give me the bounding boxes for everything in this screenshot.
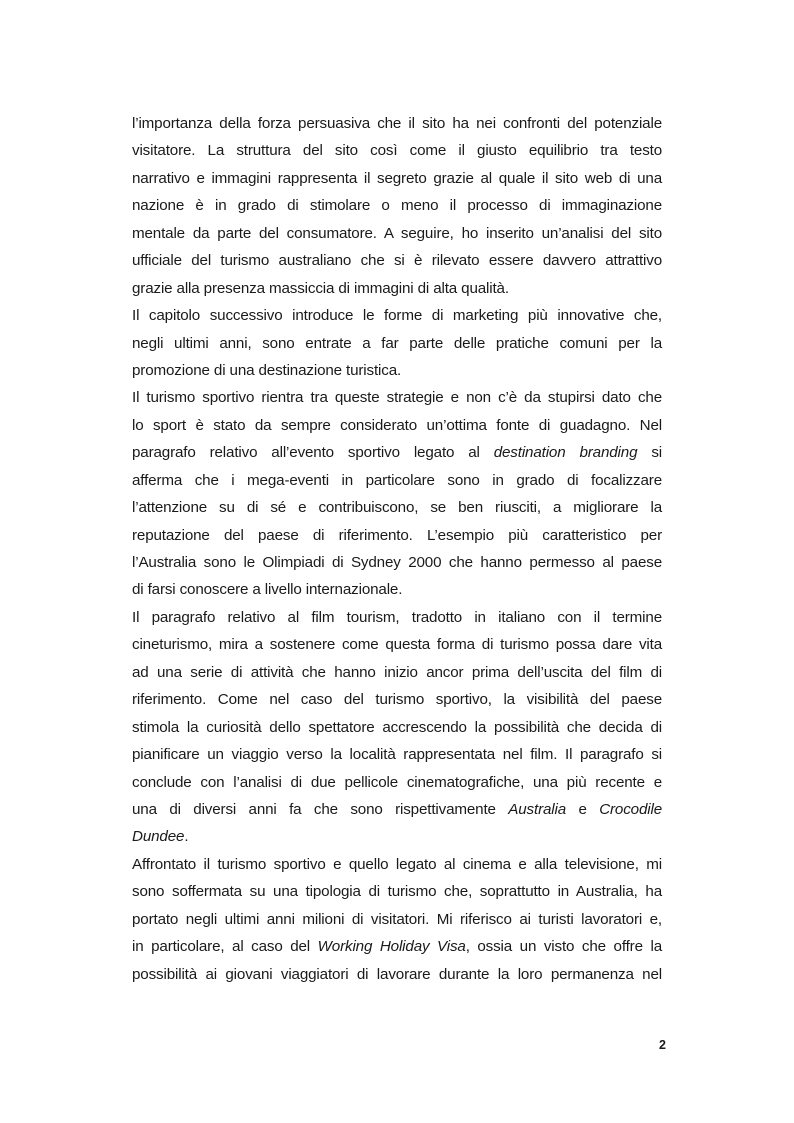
italic-title: Crocodile	[599, 800, 663, 818]
text-run: si	[637, 444, 662, 462]
paragraph-2	[132, 302, 662, 384]
text-line: nazione è in grado di stimolare o meno il processo di immaginazione	[132, 197, 662, 215]
text-line	[132, 796, 662, 823]
italic-term: destination branding	[493, 444, 638, 462]
text-line: sono soffermata su una tipologia di turismo che, soprattutto in Australia, ha	[132, 883, 662, 901]
text-line: riferimento. Come nel caso del turismo sportivo, la visibilità del paese	[132, 691, 662, 709]
text-line: Il turismo sportivo rientra tra queste strategie e non c’è da stupirsi dato che	[132, 389, 662, 407]
text-line: l’Australia sono le Olimpiadi di Sydney 2000 che hanno permesso al paese	[132, 554, 662, 571]
text-line: negli ultimi anni, sono entrate a far parte delle pratiche comuni per la	[132, 334, 662, 352]
text-line: di farsi conoscere a livello internazionale.	[132, 581, 403, 599]
text-line: conclude con l’analisi di due pellicole cinematografiche, una più recente e	[132, 773, 662, 791]
text-line: Il capitolo successivo introduce le forme di marketing più innovative che,	[132, 307, 662, 325]
text-line: narrativo e immagini rappresenta il segreto grazie al quale il sito web di una	[132, 169, 662, 187]
text-line	[132, 823, 662, 850]
text-line: afferma che i mega-eventi in particolare sono in grado di focalizzare	[132, 471, 662, 489]
text-line: portato negli ultimi anni milioni di visitatori. Mi riferisco ai turisti lavoratori e,	[132, 910, 662, 928]
page-body	[132, 110, 662, 988]
text-line: ad una serie di attività che hanno inizio ancor prima dell’uscita del film di	[132, 663, 662, 681]
page-number: 2	[659, 1038, 666, 1052]
text-line: reputazione del paese di riferimento. L’esempio più caratteristico per	[132, 526, 662, 544]
text-run: , ossia un visto che offre la	[465, 938, 662, 956]
text-line: promozione di una destinazione turistica.	[132, 361, 402, 379]
text-line	[132, 439, 662, 466]
text-line: cineturismo, mira a sostenere come questa forma di turismo possa dare vita	[132, 636, 662, 654]
paragraph-5	[132, 851, 662, 988]
text-line	[132, 933, 662, 960]
text-line: l’importanza della forza persuasiva che il sito ha nei confronti del potenziale	[132, 115, 662, 132]
text-line: mentale da parte del consumatore. A seguire, ho inserito un’analisi del sito	[132, 224, 662, 242]
text-line: pianificare un viaggio verso la località rappresentata nel film. Il paragrafo si	[132, 746, 662, 764]
paragraph-3	[132, 384, 662, 604]
text-run: una di diversi anni fa che sono rispettivamente	[132, 800, 509, 818]
text-run: .	[184, 828, 189, 846]
text-line: stimola la curiosità dello spettatore accrescendo la possibilità che decida di	[132, 718, 662, 736]
text-run: in particolare, al caso del	[132, 938, 318, 956]
text-line: possibilità ai giovani viaggiatori di lavorare durante la loro permanenza nel	[132, 965, 662, 983]
text-run: e	[566, 800, 600, 818]
text-line: visitatore. La struttura del sito così come il giusto equilibrio tra testo	[132, 142, 662, 160]
text-line: lo sport è stato da sempre considerato un’ottima fonte di guadagno. Nel	[132, 416, 662, 434]
paragraph-4	[132, 604, 662, 851]
italic-term: Working Holiday Visa	[317, 938, 466, 956]
italic-title: Dundee	[132, 828, 185, 846]
text-line: ufficiale del turismo australiano che si è rilevato essere davvero attrattivo	[132, 252, 662, 270]
italic-title: Australia	[508, 800, 567, 818]
text-line: grazie alla presenza massiccia di immagini di alta qualità.	[132, 279, 509, 297]
text-line: Il paragrafo relativo al film tourism, tradotto in italiano con il termine	[132, 608, 662, 626]
paragraph-1	[132, 110, 662, 302]
text-run: paragrafo relativo all’evento sportivo legato al	[132, 444, 494, 462]
text-line: l’attenzione su di sé e contribuiscono, se ben riusciti, a migliorare la	[132, 499, 662, 517]
text-line: Affrontato il turismo sportivo e quello legato al cinema e alla televisione, mi	[132, 855, 662, 873]
